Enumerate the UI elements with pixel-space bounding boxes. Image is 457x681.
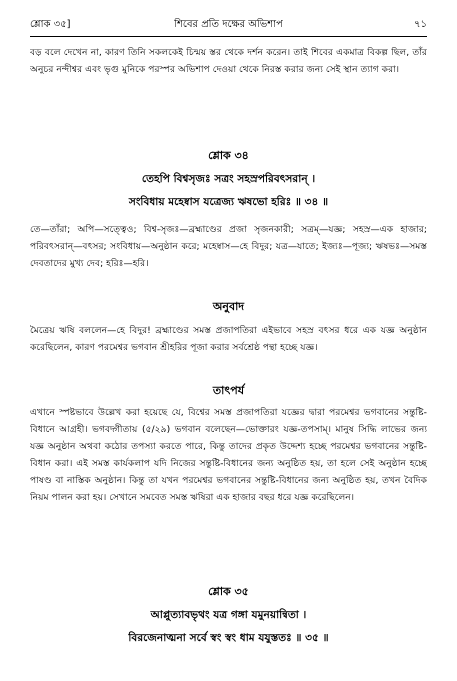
page-number: ৭১: [414, 19, 427, 30]
sloka-34-translation: মৈত্রেয় ঋষি বললেন—হে বিদুর! ব্রহ্মাণ্ডের সমস্ত প্রজাপতিরা এইভাবে সহস্র বৎসর ধরে এক যজ্ঞ অনুষ্ঠান করেছিলেন, কারণ পরমেশ্বর ভগবান শ্রীহরির পূজা করার সর্বশ্রেষ্ঠ পন্থা হচ্ছে যজ্ঞ।: [30, 325, 427, 353]
header-chapter-title: শিবের প্রতি দক্ষের অভিশাপ: [174, 19, 283, 30]
sloka-34-heading: শ্লোক ৩৪: [208, 149, 249, 162]
sloka-35-line-1: আপ্লুত্যাবভৃথং যত্র গঙ্গা যমুনয়ান্বিতা ।: [150, 609, 307, 621]
purport-heading: তাৎপর্য: [212, 384, 245, 397]
continued-paragraph: বড় বলে দেখেন না, কারণ তিনি সকলকেই চিন্ময় স্তর থেকে দর্শন করেন। তাই শিবের একমাত্র বিকল্প ছিল, তাঁর অনুচর নন্দীশ্বর এবং ভৃগু মুনিকে পরস্পর অভিশাপ দেওয়া থেকে নিরস্ত করার জন্য সেই স্থান ত্যাগ করা।: [30, 47, 427, 75]
sloka-34-line-1: তেহপি বিশ্বসৃজঃ সত্রং সহস্রপরিবৎসরান্ ।: [141, 173, 316, 185]
header-verse-ref: শ্লোক ৩৫]: [30, 19, 71, 30]
header-rule: [30, 36, 427, 37]
translation-heading: অনুবাদ: [212, 300, 245, 313]
running-header: [30, 16, 427, 34]
sloka-35-heading: শ্লোক ৩৫: [208, 585, 249, 598]
sloka-34-line-2: সংবিধায় মহেষ্বাস যত্রেজ্য ঋষভো হরিঃ ॥ ৩৪ ॥: [128, 196, 329, 208]
sloka-35-line-2: বিরজেনাত্মনা সর্বে স্বং স্বং ধাম যযুস্ততঃ ॥ ৩৫ ॥: [128, 632, 329, 644]
sloka-34-synonyms: তে—তাঁরা; অপি—সত্ত্বেও; বিশ্ব-সৃজঃ—ব্রহ্মাণ্ডের প্রজা সৃজনকারী; সত্রম্—যজ্ঞ; সহস্র—এক হাজার; পরিবৎসরান্—বৎসর; সংবিধায়—অনুষ্ঠান করে; মহেষ্বাস—হে বিদুর; যত্র—যাতে; ইজ্যঃ—পূজ্য; ঋষভঃ—সমস্ত দেবতাদের মুখ্য দেব; হরিঃ—হরি।: [30, 224, 427, 269]
sloka-34-purport: এখানে স্পষ্টভাবে উল্লেখ করা হয়েছে যে, বিশ্বের সমস্ত প্রজাপতিরা যজ্ঞের দ্বারা পরমেশ্বর ভগবানের সন্তুষ্টি-বিধানে আগ্রহী। ভগবদ্গীতায় (৫/২৯) ভগবান বলেছেন—ভোক্তারং যজ্ঞ-তপসাম্। মানুষ সিদ্ধি লাভের জন্য যজ্ঞ অনুষ্ঠান অথবা কঠোর তপস্যা করতে পারে, কিন্তু তাদের প্রকৃত উদ্দেশ্য হচ্ছে পরমেশ্বর ভগবানের সন্তুষ্টি-বিধান করা। এই সমস্ত কার্যকলাপ যদি নিজের সন্তুষ্টি-বিধানের জন্য অনুষ্ঠিত হয়, তা হলে সেই অনুষ্ঠান হচ্ছে পাষণ্ড বা নাস্তিক অনুষ্ঠান। কিন্তু তা যখন পরমেশ্বর ভগবানের সন্তুষ্টি-বিধানের জন্য অনুষ্ঠিত হয়, তখন বৈদিক নিয়ম পালন করা হয়। সেখানে সমবেত সমস্ত ঋষিরা এক হাজার বছর ধরে যজ্ঞ করেছিলেন।: [30, 407, 427, 503]
